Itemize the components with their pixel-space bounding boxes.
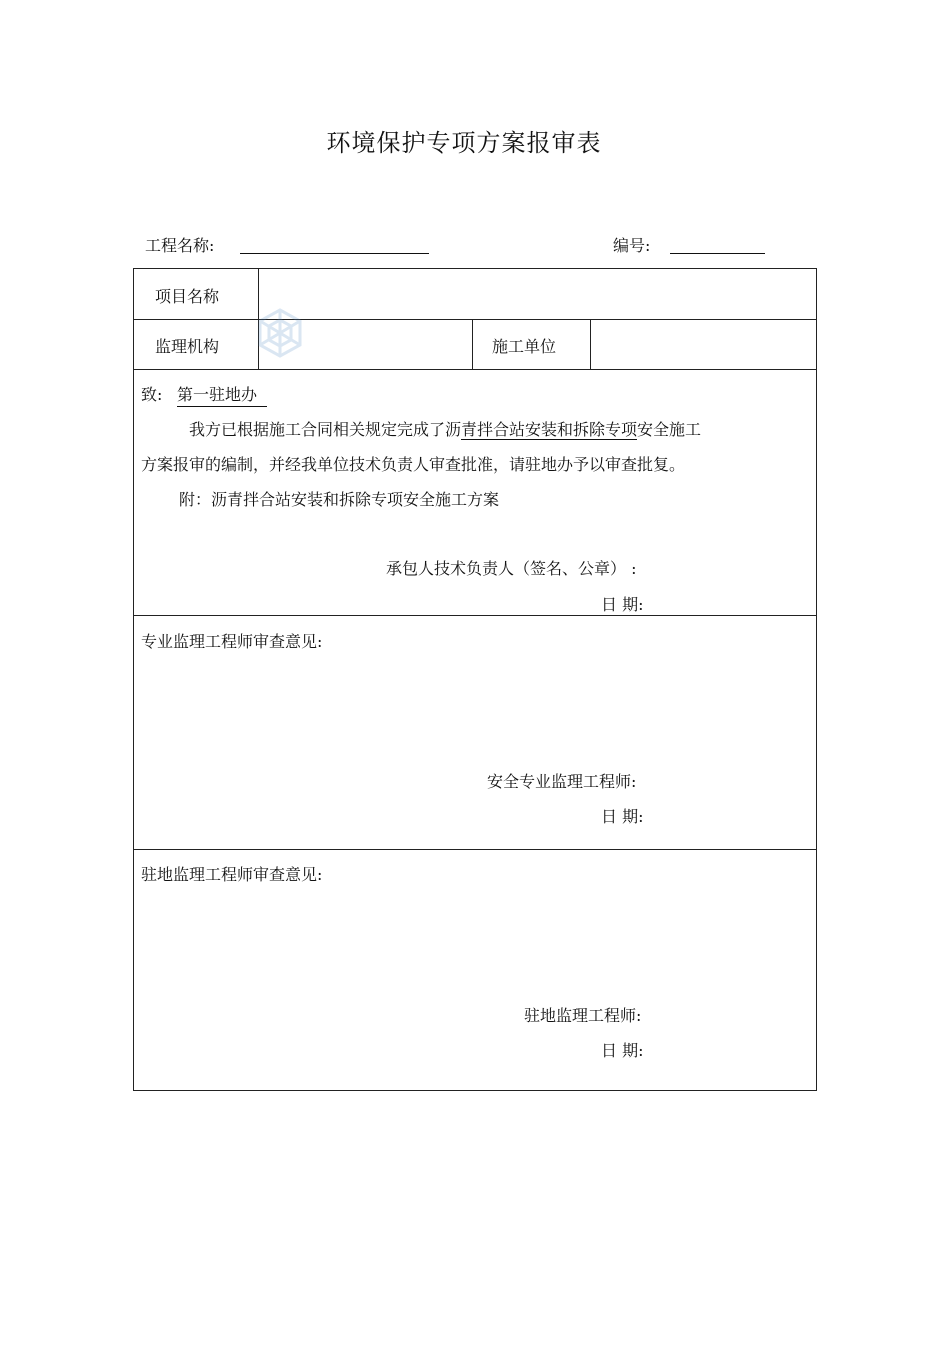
number-label: 编号: [613, 236, 651, 255]
specialist-signature-label: 安全专业监理工程师: [487, 772, 637, 791]
specialist-date-label: 日 期: [601, 807, 644, 826]
contractor-signature-label: 承包人技术负责人（签名、公章） : [386, 559, 637, 578]
resident-signature-label: 驻地监理工程师: [524, 1006, 642, 1025]
resident-review-heading: 驻地监理工程师审查意见: [141, 865, 323, 884]
resident-date-label: 日 期: [601, 1041, 644, 1060]
contractor-label: 施工单位 [492, 337, 557, 356]
attachment-note: 附：沥青拌合站安装和拆除专项安全施工方案 [179, 490, 500, 509]
number-field[interactable] [670, 253, 765, 254]
item-name-label: 项目名称 [155, 287, 220, 306]
row-divider [134, 319, 816, 320]
column-divider [590, 319, 591, 369]
supervisor-org-label: 监理机构 [155, 337, 220, 356]
submission-date-label: 日 期: [601, 595, 644, 614]
row-divider [134, 615, 816, 616]
item-name-field[interactable] [274, 284, 794, 306]
column-divider [472, 319, 473, 369]
request-text-suffix: 安全施工 [637, 420, 702, 439]
addressee-label: 致: [141, 385, 163, 404]
scheme-name-underlined: 青拌合站安装和拆除专项 [461, 420, 638, 439]
supervisor-org-field[interactable] [274, 334, 459, 356]
request-paragraph-line1 [189, 417, 701, 440]
row-divider [134, 369, 816, 370]
project-name-field[interactable] [240, 253, 429, 254]
request-paragraph-line2: 方案报审的编制，并经我单位技术负责人审查批准，请驻地办予以审查批复。 [141, 455, 686, 474]
request-text-prefix: 我方已根据施工合同相关规定完成了沥 [189, 420, 462, 439]
review-form-table [133, 268, 817, 1091]
contractor-field[interactable] [604, 334, 799, 356]
addressee-value: 第一驻地办 [177, 382, 267, 407]
row-divider [134, 849, 816, 850]
page-title: 环境保护专项方案报审表 [326, 129, 602, 157]
specialist-review-heading: 专业监理工程师审查意见: [141, 632, 323, 651]
project-name-label: 工程名称: [145, 236, 215, 255]
